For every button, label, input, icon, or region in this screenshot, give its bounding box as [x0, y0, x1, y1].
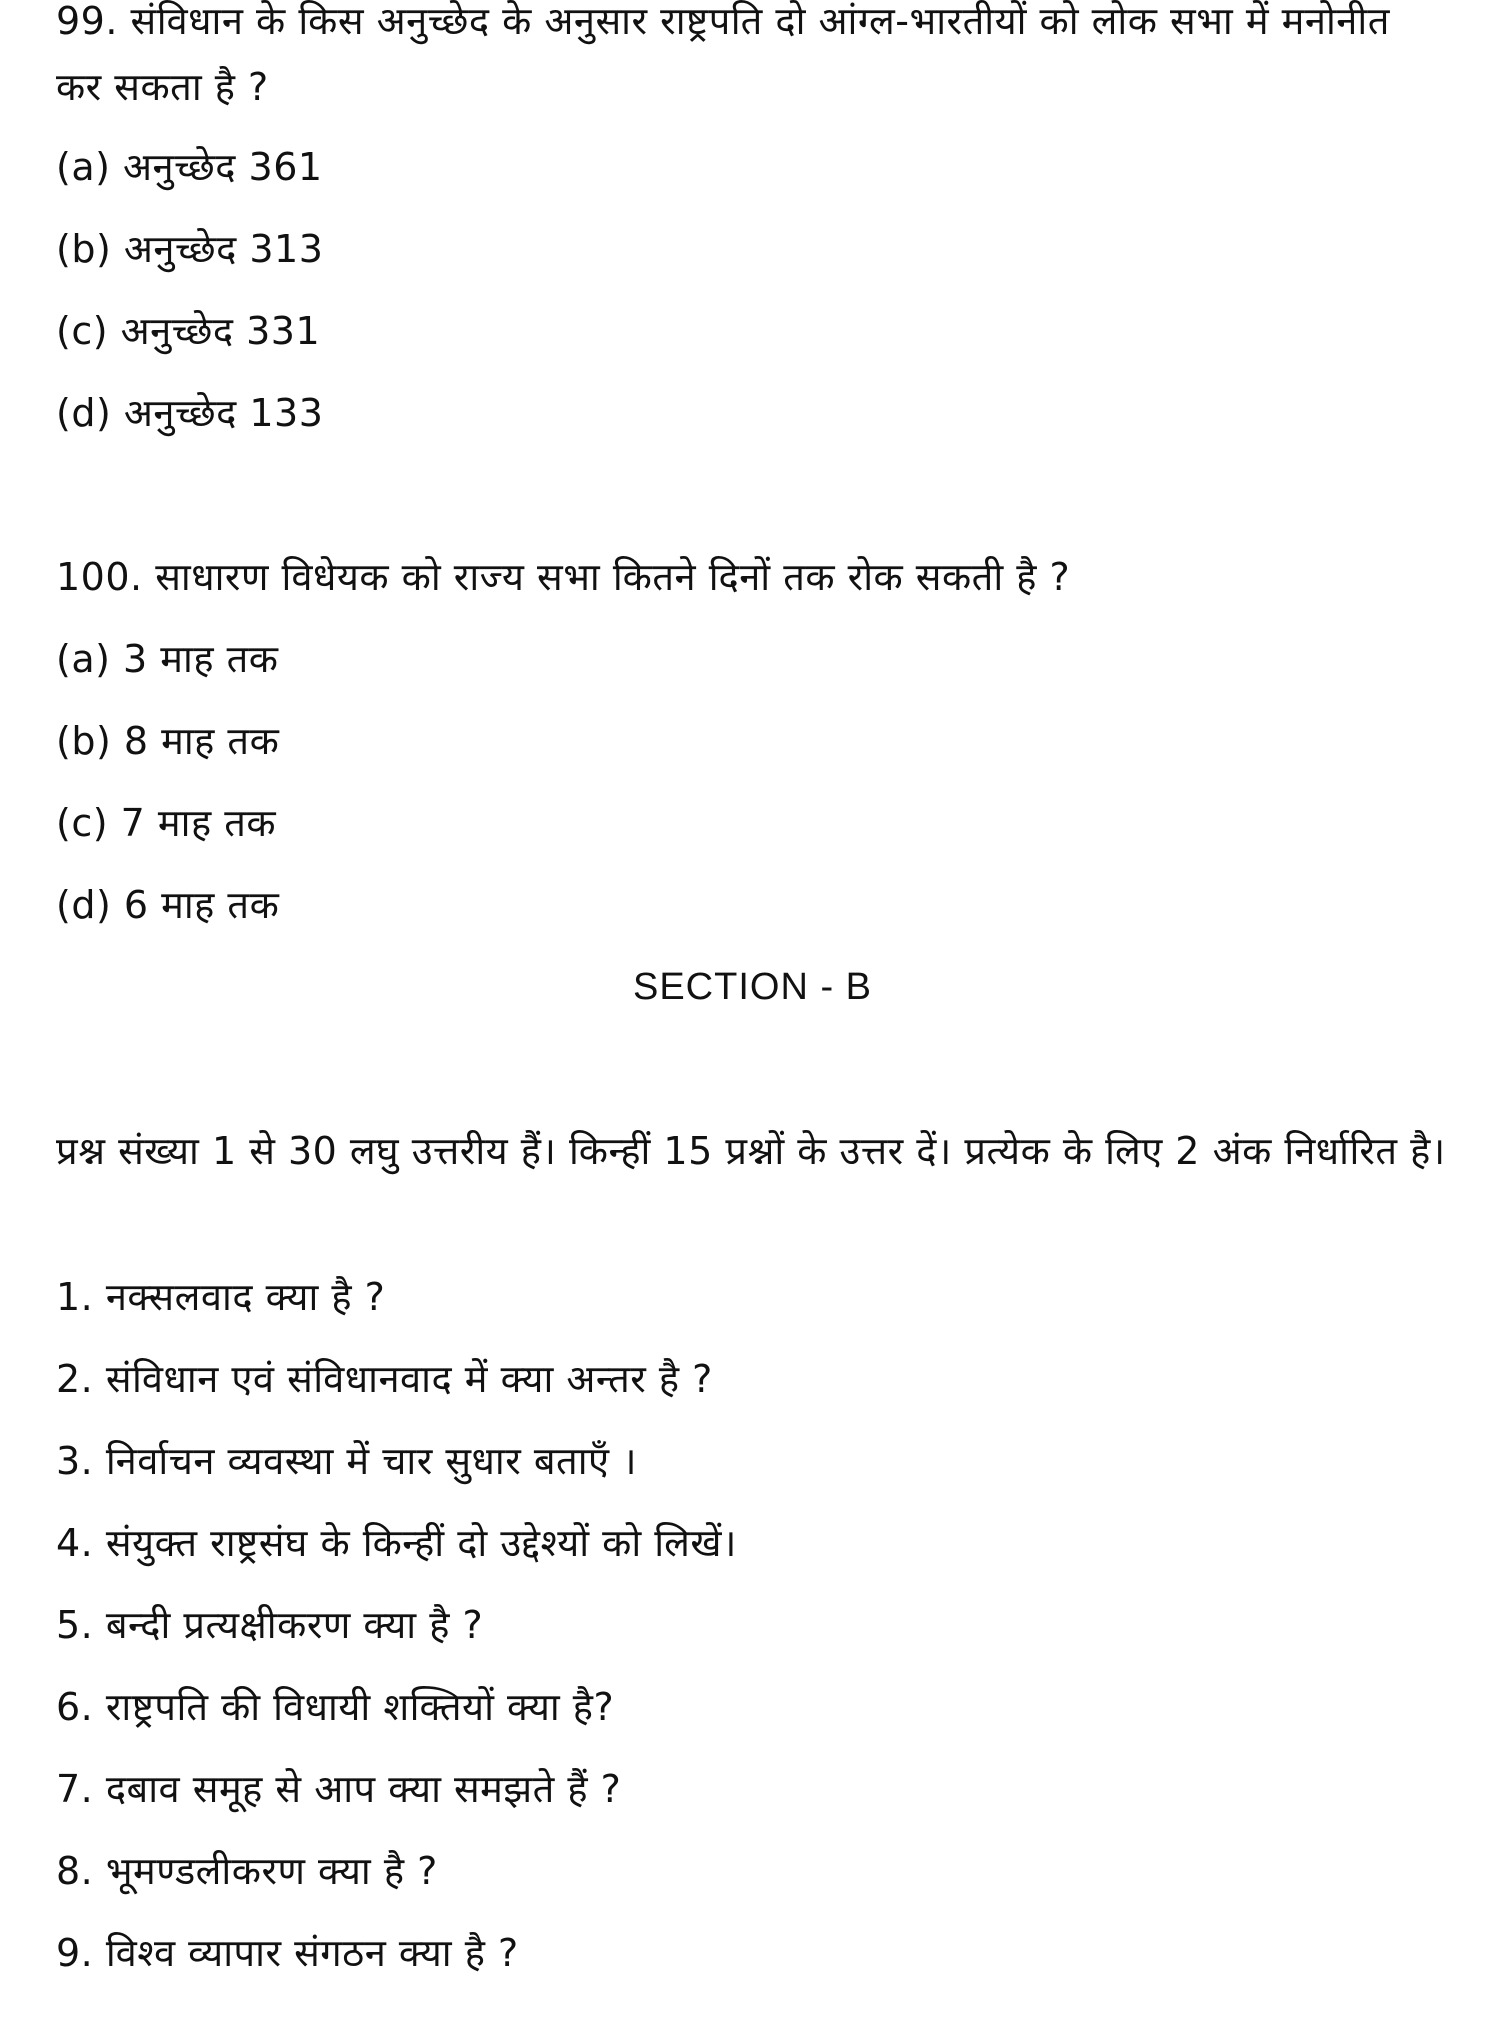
- question-100-option-a: (a) 3 माह तक: [56, 637, 279, 681]
- question-100-option-d: (d) 6 माह तक: [56, 883, 280, 927]
- section-b-question-1: 1. नक्सलवाद क्या है ?: [56, 1275, 386, 1319]
- question-99-option-a: (a) अनुच्छेद 361: [56, 145, 323, 189]
- section-b-question-4: 4. संयुक्त राष्ट्रसंघ के किन्हीं दो उद्देश्यों को लिखें।: [56, 1521, 737, 1565]
- section-b-question-9: 9. विश्व व्यापार संगठन क्या है ?: [56, 1931, 519, 1975]
- section-b-heading: SECTION - B: [632, 966, 873, 1008]
- section-b-question-3: 3. निर्वाचन व्यवस्था में चार सुधार बताएँ ।: [56, 1439, 638, 1483]
- question-99-option-b: (b) अनुच्छेद 313: [56, 227, 324, 271]
- section-b-question-2: 2. संविधान एवं संविधानवाद में क्या अन्तर है ?: [56, 1357, 713, 1401]
- section-b-instruction: प्रश्न संख्या 1 से 30 लघु उत्तरीय हैं। किन्हीं 15 प्रश्नों के उत्तर दें। प्रत्येक के लिए 2 अंक निर्धारित है।: [56, 1129, 1446, 1173]
- question-99-text: 99. संविधान के किस अनुच्छेद के अनुसार राष्ट्रपति दो आंग्ल-भारतीयों को लोक सभा में मनोनीत कर सकता है ?: [56, 0, 1390, 109]
- section-b-question-8: 8. भूमण्डलीकरण क्या है ?: [56, 1849, 438, 1893]
- section-b-question-5: 5. बन्दी प्रत्यक्षीकरण क्या है ?: [56, 1603, 484, 1647]
- section-b-question-7: 7. दबाव समूह से आप क्या समझते हैं ?: [56, 1767, 622, 1811]
- question-100-option-b: (b) 8 माह तक: [56, 719, 280, 763]
- section-b-question-6: 6. राष्ट्रपति की विधायी शक्तियों क्या है?: [56, 1685, 615, 1729]
- question-99-option-c: (c) अनुच्छेद 331: [56, 309, 321, 353]
- question-100-option-c: (c) 7 माह तक: [56, 801, 277, 845]
- question-100-text: 100. साधारण विधेयक को राज्य सभा कितने दिनों तक रोक सकती है ?: [56, 555, 1071, 599]
- question-99-option-d: (d) अनुच्छेद 133: [56, 391, 324, 435]
